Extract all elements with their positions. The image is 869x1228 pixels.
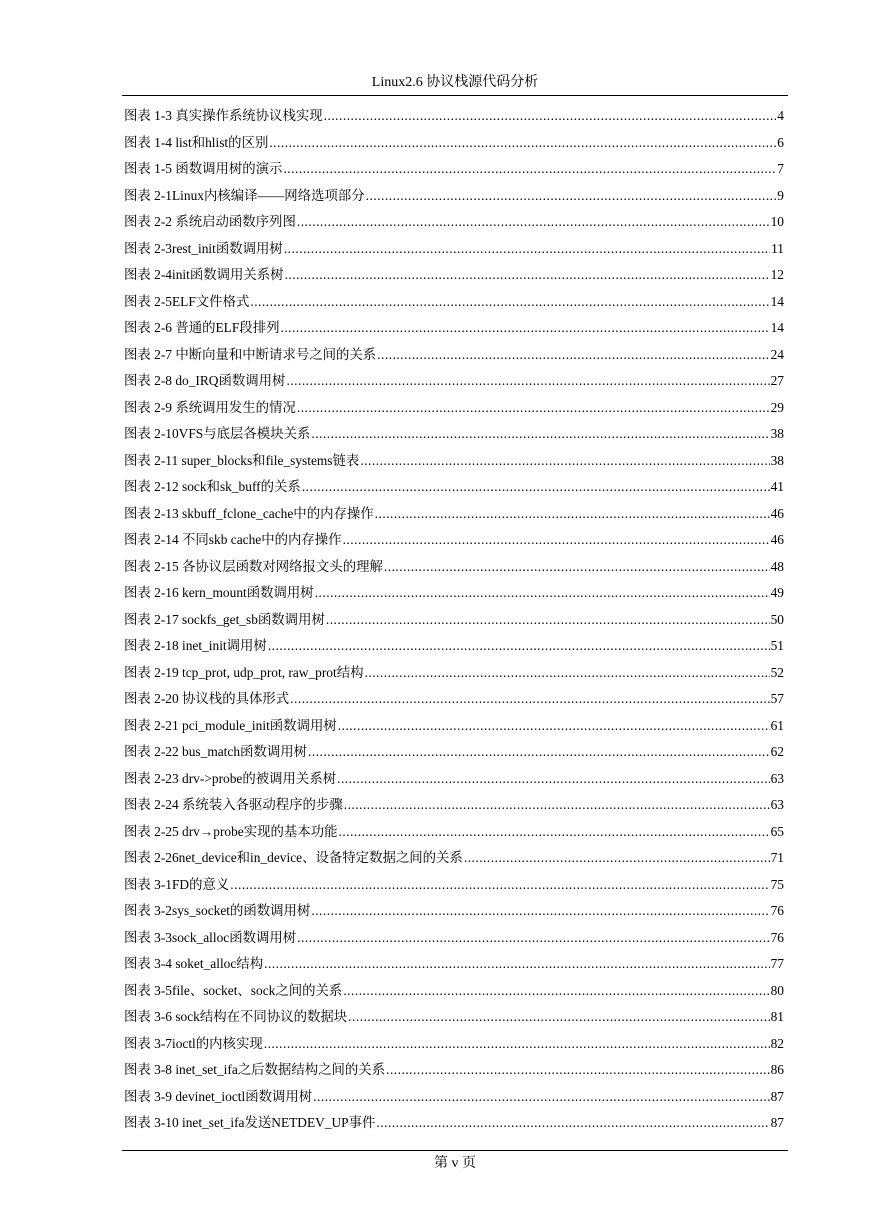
dot-leader (324, 106, 777, 126)
toc-entry-title: 图表 2-11 super_blocks和file_systems链表 (124, 452, 360, 468)
toc-entry-page-number: 38 (770, 426, 784, 441)
toc-entry-page-number: 82 (770, 1035, 784, 1051)
toc-entry-page-number: 87 (770, 1088, 784, 1104)
dot-leader (326, 610, 770, 630)
dot-leader (344, 795, 770, 815)
dot-leader (343, 530, 770, 550)
toc-entry[interactable] (124, 133, 784, 160)
dot-leader (315, 583, 770, 603)
toc-entry-title: 图表 2-12 sock和sk_buff的关系 (124, 479, 301, 494)
toc-entry-page-number: 52 (770, 664, 784, 680)
toc-entry-title: 图表 2-21 pci_module_init函数调用树 (124, 717, 337, 733)
toc-entry-title: 图表 2-24 系统装入各驱动程序的步骤 (124, 797, 343, 812)
toc-entry-page-number: 75 (770, 876, 784, 892)
figure-list (124, 106, 784, 1140)
dot-leader (338, 822, 769, 842)
toc-entry-page-number: 71 (770, 850, 784, 865)
toc-entry-page-number: 14 (770, 320, 784, 335)
toc-entry-page-number: 7 (777, 161, 784, 176)
toc-entry-title: 图表 2-3rest_init函数调用树 (124, 240, 283, 256)
toc-entry-title: 图表 3-9 devinet_ioctl函数调用树 (124, 1088, 313, 1104)
toc-entry-title: 图表 3-1FD的意义 (124, 876, 230, 892)
dot-leader (311, 901, 769, 921)
toc-entry[interactable] (124, 583, 784, 610)
dot-leader (290, 689, 769, 709)
toc-entry[interactable] (124, 928, 784, 955)
toc-entry-title: 图表 2-15 各协议层函数对网络报文头的理解 (124, 558, 383, 574)
dot-leader (297, 928, 769, 948)
toc-entry-title: 图表 2-8 do_IRQ函数调用树 (124, 373, 286, 388)
dot-leader (343, 981, 769, 1001)
toc-entry-page-number: 62 (770, 744, 784, 759)
toc-entry-title: 图表 1-4 list和hlist的区别 (124, 134, 269, 150)
toc-entry[interactable] (124, 848, 784, 875)
toc-entry-page-number: 76 (770, 929, 784, 945)
toc-entry[interactable] (124, 689, 784, 716)
toc-entry-title: 图表 2-9 系统调用发生的情况 (124, 399, 296, 415)
toc-entry-page-number: 9 (777, 187, 784, 203)
toc-entry[interactable] (124, 954, 784, 981)
toc-entry[interactable] (124, 822, 784, 849)
toc-entry-title: 图表 2-10VFS与底层各模块关系 (124, 426, 311, 441)
dot-leader (284, 239, 770, 259)
dot-leader (366, 186, 777, 206)
toc-entry-title: 图表 2-19 tcp_prot, udp_prot, raw_prot结构 (124, 664, 364, 680)
toc-entry[interactable] (124, 1034, 784, 1061)
toc-entry[interactable] (124, 504, 784, 531)
dot-leader (297, 398, 770, 418)
toc-entry-page-number: 41 (770, 479, 784, 494)
toc-entry[interactable] (124, 106, 784, 133)
toc-entry-page-number: 65 (770, 823, 784, 839)
toc-entry-title: 图表 2-20 协议栈的具体形式 (124, 691, 290, 706)
toc-entry-page-number: 86 (770, 1062, 784, 1077)
toc-entry-title: 图表 2-16 kern_mount函数调用树 (124, 585, 314, 600)
dot-leader (264, 1034, 770, 1054)
toc-entry[interactable] (124, 345, 784, 372)
dot-leader (365, 663, 770, 683)
page-header: Linux2.6 协议栈源代码分析 (371, 75, 539, 90)
toc-entry[interactable] (124, 371, 784, 398)
dot-leader (360, 451, 769, 471)
toc-entry-title: 图表 3-8 inet_set_ifa之后数据结构之间的关系 (124, 1062, 386, 1077)
toc-entry-title: 图表 3-4 soket_alloc结构 (124, 956, 264, 971)
toc-entry[interactable] (124, 424, 784, 451)
footer-rule (122, 1150, 788, 1151)
toc-entry-page-number: 14 (770, 293, 784, 309)
toc-entry-page-number: 4 (777, 108, 784, 123)
toc-entry-title: 图表 2-4init函数调用关系树 (124, 267, 284, 282)
toc-entry-page-number: 61 (770, 717, 784, 733)
dot-leader (313, 1087, 769, 1107)
toc-entry-page-number: 6 (777, 134, 784, 150)
toc-entry-title: 图表 3-10 inet_set_ifa发送NETDEV_UP事件 (124, 1115, 376, 1130)
toc-entry[interactable] (124, 1113, 784, 1140)
dot-leader (230, 875, 769, 895)
toc-entry[interactable] (124, 292, 784, 319)
dot-leader (283, 159, 776, 179)
toc-entry-page-number: 10 (770, 214, 784, 229)
dot-leader (377, 345, 769, 365)
toc-entry[interactable] (124, 239, 784, 266)
toc-entry-title: 图表 2-7 中断向量和中断请求号之间的关系 (124, 346, 377, 362)
toc-entry[interactable] (124, 636, 784, 663)
toc-entry-title: 图表 3-7ioctl的内核实现 (124, 1035, 263, 1051)
toc-entry-page-number: 63 (770, 797, 784, 812)
toc-entry-title: 图表 2-6 普通的ELF段排列 (124, 320, 280, 335)
toc-entry-page-number: 12 (770, 267, 784, 282)
toc-entry-title: 图表 2-22 bus_match函数调用树 (124, 744, 307, 759)
dot-leader (264, 954, 770, 974)
toc-entry[interactable] (124, 318, 784, 345)
dot-leader (384, 557, 770, 577)
toc-entry[interactable] (124, 1060, 784, 1087)
dot-leader (376, 1113, 769, 1133)
toc-entry-title: 图表 2-26net_device和in_device、设备特定数据之间的关系 (124, 850, 463, 865)
toc-entry[interactable] (124, 716, 784, 743)
dot-leader (268, 636, 770, 656)
toc-entry-page-number: 51 (770, 638, 784, 653)
toc-entry[interactable] (124, 451, 784, 478)
toc-entry[interactable] (124, 769, 784, 796)
dot-leader (285, 265, 770, 285)
dot-leader (386, 1060, 770, 1080)
toc-entry-title: 图表 2-18 inet_init调用树 (124, 638, 267, 653)
toc-entry-title: 图表 2-1Linux内核编译——网络选项部分 (124, 187, 365, 203)
dot-leader (286, 371, 769, 391)
toc-entry[interactable] (124, 398, 784, 425)
toc-entry-page-number: 63 (770, 770, 784, 786)
toc-entry[interactable] (124, 212, 784, 239)
toc-entry-page-number: 29 (770, 399, 784, 415)
toc-entry[interactable] (124, 901, 784, 928)
toc-entry-title: 图表 3-6 sock结构在不同协议的数据块 (124, 1009, 348, 1024)
toc-entry-page-number: 49 (770, 585, 784, 600)
toc-entry[interactable] (124, 1007, 784, 1034)
toc-entry-page-number: 81 (770, 1009, 784, 1024)
dot-leader (311, 424, 769, 444)
header-rule (122, 95, 788, 96)
toc-entry[interactable] (124, 1087, 784, 1114)
toc-entry[interactable] (124, 610, 784, 637)
dot-leader (250, 292, 769, 312)
toc-entry-title: 图表 2-25 drv→probe实现的基本功能 (124, 823, 338, 839)
toc-entry-page-number: 46 (770, 532, 784, 547)
toc-entry-title: 图表 2-14 不同skb cache中的内存操作 (124, 532, 342, 547)
toc-entry-page-number: 46 (770, 505, 784, 521)
toc-entry[interactable] (124, 530, 784, 557)
toc-entry-page-number: 48 (770, 558, 784, 574)
dot-leader (308, 742, 770, 762)
dot-leader (338, 716, 770, 736)
toc-entry[interactable] (124, 186, 784, 213)
dot-leader (269, 133, 776, 153)
toc-entry[interactable] (124, 742, 784, 769)
dot-leader (464, 848, 770, 868)
toc-entry[interactable] (124, 265, 784, 292)
toc-entry-page-number: 80 (770, 982, 784, 998)
toc-entry-title: 图表 3-3sock_alloc函数调用树 (124, 929, 297, 945)
toc-entry[interactable] (124, 981, 784, 1008)
toc-entry-page-number: 77 (770, 956, 784, 971)
toc-entry-title: 图表 1-3 真实操作系统协议栈实现 (124, 108, 323, 123)
page-number: 第 v 页 (434, 1156, 476, 1171)
toc-entry-page-number: 57 (770, 691, 784, 706)
toc-entry-title: 图表 3-5file、socket、sock之间的关系 (124, 982, 343, 998)
toc-entry[interactable] (124, 477, 784, 504)
toc-entry-page-number: 50 (770, 611, 784, 627)
toc-entry[interactable] (124, 795, 784, 822)
dot-leader (302, 477, 770, 497)
toc-entry-title: 图表 2-2 系统启动函数序列图 (124, 214, 296, 229)
toc-entry-page-number: 11 (771, 240, 784, 256)
toc-entry-title: 图表 1-5 函数调用树的演示 (124, 161, 283, 176)
toc-entry-page-number: 76 (770, 903, 784, 918)
toc-entry-page-number: 38 (770, 452, 784, 468)
toc-entry-page-number: 24 (770, 346, 784, 362)
dot-leader (348, 1007, 769, 1027)
dot-leader (280, 318, 769, 338)
toc-entry-title: 图表 3-2sys_socket的函数调用树 (124, 903, 311, 918)
toc-entry-title: 图表 2-23 drv->probe的被调用关系树 (124, 770, 337, 786)
dot-leader (337, 769, 770, 789)
toc-entry-title: 图表 2-17 sockfs_get_sb函数调用树 (124, 611, 325, 627)
toc-entry-page-number: 87 (770, 1115, 784, 1130)
toc-entry-page-number: 27 (770, 373, 784, 388)
toc-entry[interactable] (124, 663, 784, 690)
toc-entry-title: 图表 2-13 skbuff_fclone_cache中的内存操作 (124, 505, 374, 521)
toc-entry[interactable] (124, 159, 784, 186)
toc-entry[interactable] (124, 875, 784, 902)
dot-leader (375, 504, 770, 524)
dot-leader (297, 212, 770, 232)
toc-entry-title: 图表 2-5ELF文件格式 (124, 293, 250, 309)
toc-entry[interactable] (124, 557, 784, 584)
